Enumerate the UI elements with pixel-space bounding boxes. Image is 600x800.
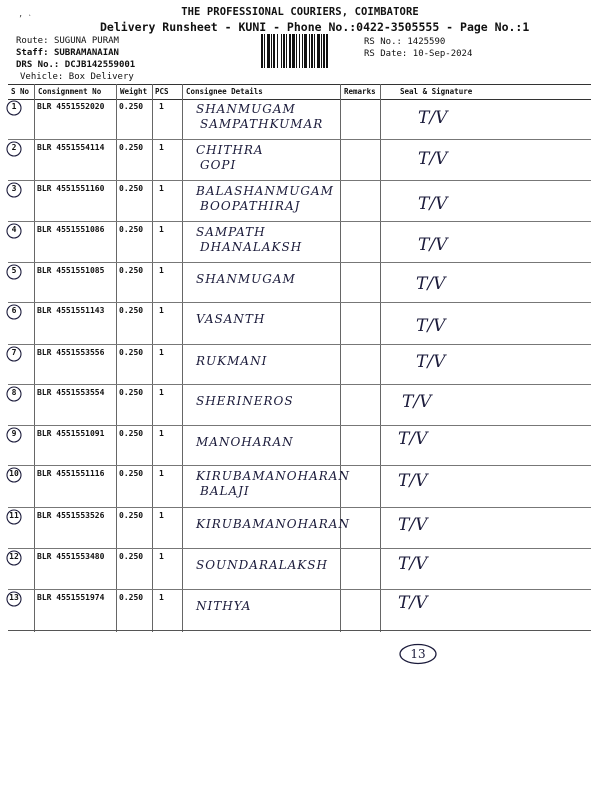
row-number: 12 [9, 552, 19, 561]
row-number-badge [6, 591, 24, 607]
pieces-count: 1 [159, 306, 164, 315]
consignment-number: BLR 4551551160 [37, 184, 105, 193]
table-row [8, 221, 591, 263]
seal-signature-handwritten: T/V [418, 194, 448, 214]
rs-no-value: 1425590 [407, 37, 446, 47]
rs-date-label: RS Date: [364, 49, 408, 59]
row-number-badge [6, 223, 24, 239]
row-number-badge [6, 509, 24, 525]
table-row [8, 180, 591, 222]
seal-signature-handwritten: T/V [418, 235, 448, 255]
pieces-count: 1 [159, 266, 164, 275]
row-number-badge [6, 467, 24, 483]
row-number: 5 [11, 266, 17, 275]
consignee-name-handwritten-line2: SAMPATHKUMAR [200, 117, 324, 131]
weight-value: 0.250 [119, 225, 144, 234]
total-count: 13 [410, 647, 426, 661]
pieces-count: 1 [159, 184, 164, 193]
weight-value: 0.250 [119, 184, 144, 193]
table-row [8, 302, 591, 345]
row-number-badge [6, 304, 24, 320]
col-consignee: Consignee Details [186, 87, 263, 96]
drs-value: DCJB142559001 [64, 60, 136, 70]
consignee-name-handwritten: RUKMANI [196, 354, 268, 368]
consignee-name-handwritten: SOUNDARALAKSH [196, 558, 328, 572]
row-number: 3 [11, 184, 17, 193]
consignee-name-handwritten-line2: DHANALAKSH [200, 240, 303, 254]
weight-value: 0.250 [119, 102, 144, 111]
row-number: 8 [11, 388, 17, 397]
row-number-badge [6, 100, 24, 116]
consignee-name-handwritten: SAMPATH [196, 225, 266, 239]
staff-value: SUBRAMANAIAN [53, 48, 119, 58]
vehicle-value: Box Delivery [68, 72, 134, 82]
table-row [8, 465, 591, 508]
table-bottom-line [8, 630, 591, 631]
drs-label: DRS No.: [16, 60, 60, 70]
pieces-count: 1 [159, 469, 164, 478]
consignment-number: BLR 4551551085 [37, 266, 105, 275]
route-field [16, 36, 119, 46]
route-label: Route: [16, 36, 49, 46]
row-number-badge [6, 264, 24, 280]
consignment-number: BLR 4551553526 [37, 511, 105, 520]
weight-value: 0.250 [119, 511, 144, 520]
table-row [8, 262, 591, 303]
row-number-badge [6, 182, 24, 198]
consignee-name-handwritten-line2: GOPI [200, 158, 237, 172]
table-row [8, 344, 591, 385]
table-row [8, 589, 591, 631]
row-number-badge [6, 427, 24, 443]
col-consignment: Consignment No [38, 87, 102, 96]
seal-signature-handwritten: T/V [398, 554, 428, 574]
scan-mark: ’ ˋ [18, 14, 33, 23]
vehicle-label: Vehicle: [20, 72, 64, 82]
weight-value: 0.250 [119, 388, 144, 397]
table-row [8, 98, 591, 140]
row-number: 11 [9, 511, 19, 520]
weight-value: 0.250 [119, 469, 144, 478]
rs-no-label: RS No.: [364, 37, 402, 47]
rs-date-field [364, 49, 472, 59]
table-row [8, 384, 591, 426]
row-number-badge [6, 386, 24, 402]
table-row [8, 507, 591, 549]
seal-signature-handwritten: T/V [418, 108, 448, 128]
consignee-name-handwritten: CHITHRA [196, 143, 264, 157]
weight-value: 0.250 [119, 552, 144, 561]
consignee-name-handwritten: SHERINEROS [196, 394, 294, 408]
consignment-number: BLR 4551553554 [37, 388, 105, 397]
seal-signature-handwritten: T/V [416, 274, 446, 294]
row-number: 1 [11, 102, 17, 111]
col-weight: Weight [120, 87, 148, 96]
seal-signature-handwritten: T/V [398, 429, 428, 449]
pieces-count: 1 [159, 593, 164, 602]
barcode-image [260, 34, 353, 68]
table-row [8, 139, 591, 181]
table-row [8, 425, 591, 466]
consignment-number: BLR 4551551974 [37, 593, 105, 602]
drs-field [16, 60, 135, 70]
pieces-count: 1 [159, 388, 164, 397]
total-count-mark [398, 643, 438, 665]
pieces-count: 1 [159, 552, 164, 561]
row-number-badge [6, 550, 24, 566]
seal-signature-handwritten: T/V [416, 316, 446, 336]
weight-value: 0.250 [119, 143, 144, 152]
row-number: 7 [11, 348, 17, 357]
row-number: 6 [11, 306, 17, 315]
rs-date-value: 10-Sep-2024 [412, 49, 473, 59]
seal-signature-handwritten: T/V [398, 515, 428, 535]
runsheet-title: Delivery Runsheet - KUNI - Phone No.:0422-3505555 - Page No.:1 [100, 20, 530, 34]
consignee-name-handwritten: SHANMUGAM [196, 102, 296, 116]
row-number-badge [6, 141, 24, 157]
consignee-name-handwritten: BALASHANMUGAM [196, 184, 334, 198]
seal-signature-handwritten: T/V [398, 471, 428, 491]
seal-signature-handwritten: T/V [402, 392, 432, 412]
rs-no-field [364, 37, 445, 47]
weight-value: 0.250 [119, 429, 144, 438]
staff-field [16, 48, 119, 58]
col-seal: Seal & Signature [400, 87, 473, 96]
consignment-number: BLR 4551551143 [37, 306, 105, 315]
seal-signature-handwritten: T/V [416, 352, 446, 372]
weight-value: 0.250 [119, 306, 144, 315]
consignee-name-handwritten-line2: BALAJI [200, 484, 250, 498]
consignment-number: BLR 4551554114 [37, 143, 105, 152]
row-number: 4 [11, 225, 17, 234]
row-number: 2 [11, 143, 17, 152]
consignment-number: BLR 4551552020 [37, 102, 105, 111]
pieces-count: 1 [159, 348, 164, 357]
vehicle-field [20, 72, 134, 82]
consignee-name-handwritten: KIRUBAMANOHARAN [196, 517, 350, 531]
seal-signature-handwritten: T/V [418, 149, 448, 169]
pieces-count: 1 [159, 511, 164, 520]
seal-signature-handwritten: T/V [398, 593, 428, 613]
consignee-name-handwritten: MANOHARAN [196, 435, 294, 449]
staff-label: Staff: [16, 48, 49, 58]
company-title: THE PROFESSIONAL COURIERS, COIMBATORE [181, 6, 419, 18]
row-number-badge [6, 346, 24, 362]
row-number: 13 [9, 593, 19, 602]
consignee-name-handwritten: NITHYA [196, 599, 252, 613]
consignment-number: BLR 4551551086 [37, 225, 105, 234]
col-pcs: PCS [155, 87, 169, 96]
pieces-count: 1 [159, 143, 164, 152]
consignee-name-handwritten: SHANMUGAM [196, 272, 296, 286]
pieces-count: 1 [159, 429, 164, 438]
route-value: SUGUNA PURAM [53, 36, 119, 46]
weight-value: 0.250 [119, 266, 144, 275]
row-number: 9 [11, 429, 17, 438]
consignment-number: BLR 4551551116 [37, 469, 105, 478]
consignee-name-handwritten: VASANTH [196, 312, 266, 326]
col-remarks: Remarks [344, 87, 376, 96]
consignment-number: BLR 4551553556 [37, 348, 105, 357]
pieces-count: 1 [159, 225, 164, 234]
weight-value: 0.250 [119, 593, 144, 602]
weight-value: 0.250 [119, 348, 144, 357]
row-number: 10 [9, 469, 19, 478]
table-row [8, 548, 591, 590]
consignee-name-handwritten-line2: BOOPATHIRAJ [200, 199, 301, 213]
col-sno: S No [11, 87, 30, 96]
consignment-number: BLR 4551553480 [37, 552, 105, 561]
consignee-name-handwritten: KIRUBAMANOHARAN [196, 469, 350, 483]
consignment-number: BLR 4551551091 [37, 429, 105, 438]
pieces-count: 1 [159, 102, 164, 111]
